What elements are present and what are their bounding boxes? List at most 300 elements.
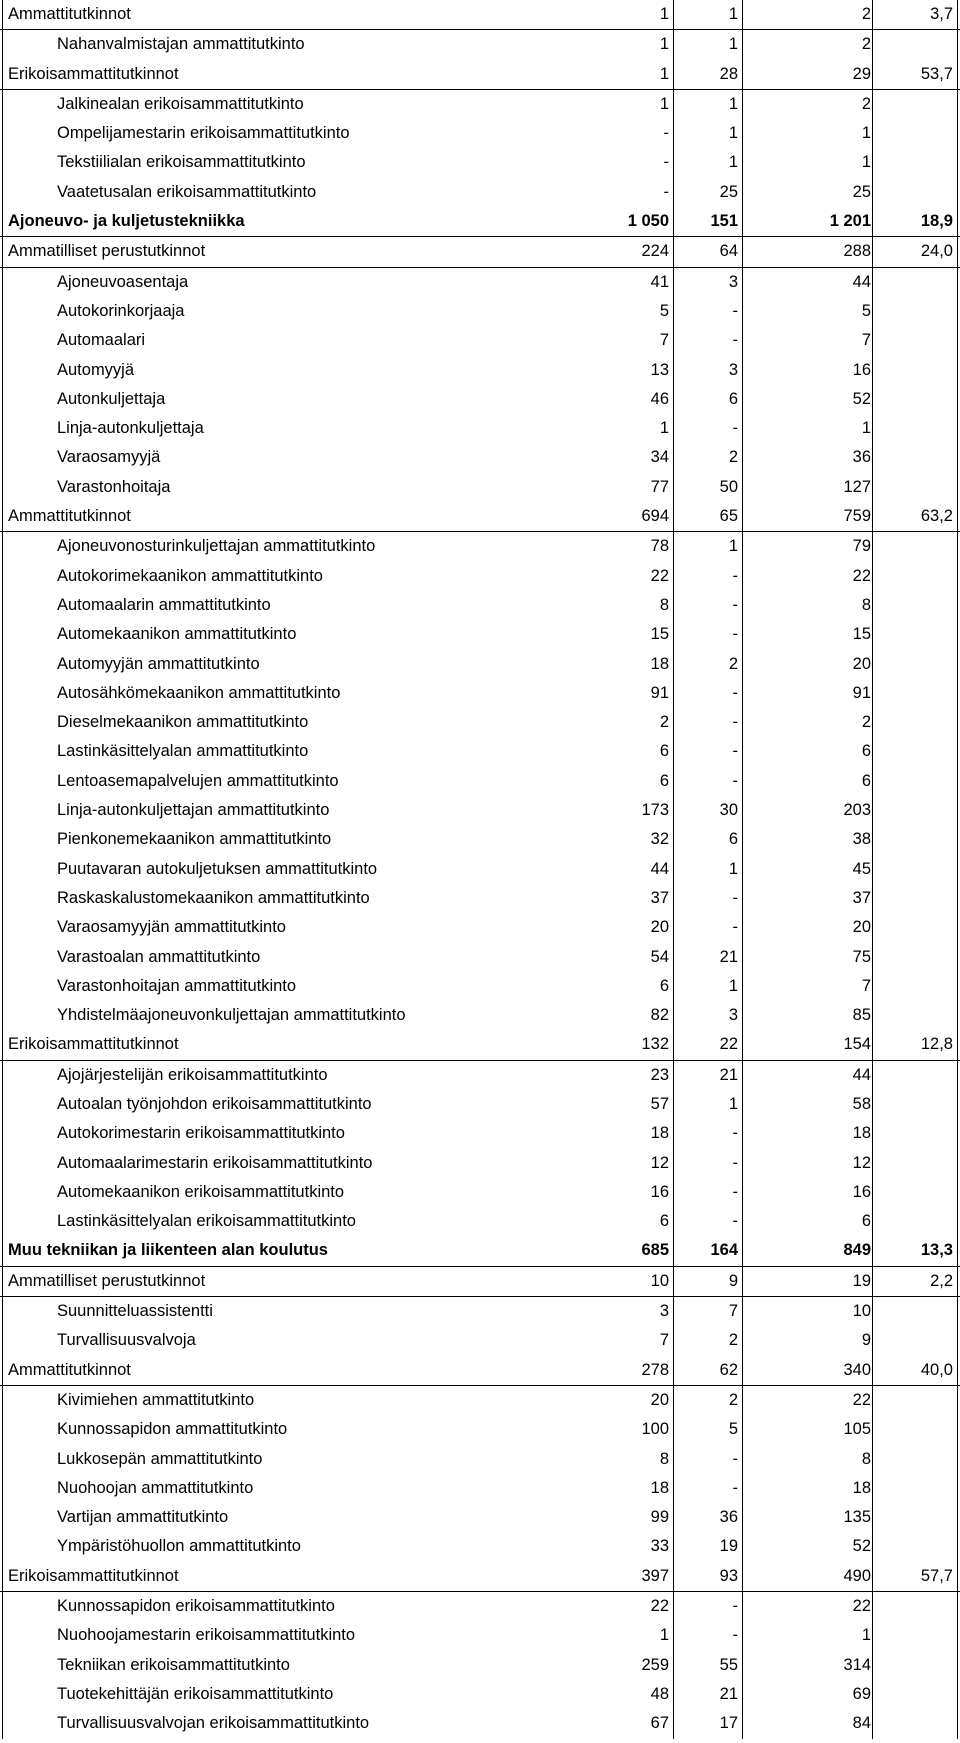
row-label: Ammattitutkinnot <box>8 1360 131 1379</box>
row-label: Automaalarimestarin erikoisammattitutkinto <box>57 1153 373 1172</box>
table-row <box>0 650 960 679</box>
table-row <box>0 1709 960 1738</box>
value-c1: 132 <box>641 1035 669 1054</box>
value-c2: - <box>732 1626 738 1645</box>
value-c1: 37 <box>650 888 669 907</box>
value-c1: 22 <box>650 1597 669 1616</box>
value-c3: 91 <box>852 683 871 702</box>
table-row <box>0 1061 960 1090</box>
value-c3: 85 <box>852 1006 871 1025</box>
row-label: Linja-autonkuljettajan ammattitutkinto <box>57 801 330 820</box>
subtotal-row <box>0 1267 960 1297</box>
table-row <box>0 1621 960 1650</box>
value-c2: - <box>732 419 738 438</box>
value-c2: - <box>732 742 738 761</box>
value-c1: 34 <box>650 448 669 467</box>
value-c3: 849 <box>843 1241 871 1260</box>
value-c3: 69 <box>852 1684 871 1703</box>
row-label: Automekaanikon erikoisammattitutkinto <box>57 1182 345 1201</box>
value-c1: 20 <box>650 918 669 937</box>
value-c1: 224 <box>641 242 669 261</box>
value-c3: 58 <box>852 1094 871 1113</box>
subtotal-row <box>0 1356 960 1386</box>
value-c3: 36 <box>852 448 871 467</box>
table-row <box>0 1297 960 1326</box>
value-c3: 1 201 <box>829 212 871 231</box>
row-label: Autonkuljettaja <box>57 389 166 408</box>
value-c2: 25 <box>719 182 738 201</box>
row-label: Dieselmekaanikon ammattitutkinto <box>57 713 309 732</box>
table-row <box>0 1474 960 1503</box>
row-label: Erikoisammattitutkinnot <box>8 1035 179 1054</box>
row-label: Ajoneuvonosturinkuljettajan ammattitutkinto <box>57 537 376 556</box>
value-c1: 33 <box>650 1537 669 1556</box>
value-c3: 45 <box>852 859 871 878</box>
row-label: Varastonhoitajan ammattitutkinto <box>57 976 297 995</box>
row-label: Vartijan ammattitutkinto <box>57 1508 229 1527</box>
value-c3: 1 <box>861 1626 871 1645</box>
row-label: Lastinkäsittelyalan erikoisammattitutkinto <box>57 1212 356 1231</box>
value-c1: - <box>663 182 669 201</box>
row-label: Automekaanikon ammattitutkinto <box>57 625 297 644</box>
row-label: Kunnossapidon erikoisammattitutkinto <box>57 1597 335 1616</box>
table-row <box>0 1178 960 1207</box>
value-c3: 5 <box>861 301 871 320</box>
category-row <box>0 1236 960 1266</box>
value-c3: 1 <box>861 419 871 438</box>
value-c3: 7 <box>861 331 871 350</box>
value-c1: 1 050 <box>627 212 669 231</box>
row-label: Erikoisammattitutkinnot <box>8 1566 179 1585</box>
value-c4: 3,7 <box>930 5 953 23</box>
table-row <box>0 943 960 972</box>
value-c3: 44 <box>852 272 871 291</box>
value-c1: 78 <box>650 537 669 556</box>
table-row <box>0 825 960 854</box>
row-label: Autokorinkorjaaja <box>57 301 185 320</box>
value-c2: - <box>732 888 738 907</box>
row-label: Lastinkäsittelyalan ammattitutkinto <box>57 742 309 761</box>
table-row <box>0 443 960 472</box>
value-c1: 15 <box>650 625 669 644</box>
value-c1: 1 <box>659 1626 669 1645</box>
value-c1: 5 <box>659 301 669 320</box>
subtotal-row <box>0 60 960 90</box>
subtotal-row <box>0 502 960 532</box>
table-row <box>0 148 960 177</box>
value-c3: 490 <box>843 1566 871 1585</box>
value-c2: 151 <box>710 212 738 231</box>
row-label: Turvallisuusvalvojan erikoisammattitutkinto <box>57 1714 370 1733</box>
row-label: Ammatilliset perustutkinnot <box>8 1271 206 1290</box>
value-c1: - <box>663 124 669 143</box>
value-c1: 18 <box>650 654 669 673</box>
table-row <box>0 1386 960 1415</box>
table-row <box>0 767 960 796</box>
row-label: Nuohoojan ammattitutkinto <box>57 1478 254 1497</box>
row-label: Varaosamyyjän ammattitutkinto <box>57 918 286 937</box>
value-c1: 2 <box>659 713 669 732</box>
value-c1: 22 <box>650 566 669 585</box>
value-c3: 154 <box>843 1035 871 1054</box>
row-label: Linja-autonkuljettaja <box>57 419 204 438</box>
value-c3: 25 <box>852 182 871 201</box>
value-c4: 53,7 <box>920 64 953 83</box>
value-c2: 5 <box>728 1420 738 1439</box>
value-c4: 24,0 <box>920 242 953 261</box>
value-c3: 20 <box>852 918 871 937</box>
category-row <box>0 207 960 237</box>
value-c2: - <box>732 595 738 614</box>
value-c3: 2 <box>861 94 871 113</box>
value-c1: 7 <box>659 331 669 350</box>
value-c3: 1 <box>861 124 871 143</box>
value-c1: 57 <box>650 1094 669 1113</box>
value-c2: 2 <box>728 1390 738 1409</box>
table-row <box>0 119 960 148</box>
value-c1: 41 <box>650 272 669 291</box>
table-row <box>0 356 960 385</box>
row-label: Automaalari <box>57 331 146 350</box>
row-label: Automyyjän ammattitutkinto <box>57 654 260 673</box>
row-label: Ajoneuvo- ja kuljetustekniikka <box>8 212 245 231</box>
value-c3: 10 <box>852 1302 871 1321</box>
value-c3: 105 <box>843 1420 871 1439</box>
table-row <box>0 1090 960 1119</box>
value-c2: - <box>732 1182 738 1201</box>
value-c3: 18 <box>852 1124 871 1143</box>
table-row <box>0 268 960 297</box>
value-c1: 82 <box>650 1006 669 1025</box>
value-c3: 8 <box>861 1449 871 1468</box>
row-label: Jalkinealan erikoisammattitutkinto <box>57 94 304 113</box>
value-c2: 21 <box>719 947 738 966</box>
row-label: Autosähkömekaanikon ammattitutkinto <box>57 683 341 702</box>
value-c1: 67 <box>650 1714 669 1733</box>
row-label: Kunnossapidon ammattitutkinto <box>57 1420 288 1439</box>
row-label: Automyyjä <box>57 360 135 379</box>
value-c2: 17 <box>719 1714 738 1733</box>
value-c1: 16 <box>650 1182 669 1201</box>
value-c3: 127 <box>843 477 871 496</box>
value-c3: 75 <box>852 947 871 966</box>
value-c2: - <box>732 566 738 585</box>
value-c2: - <box>732 1153 738 1172</box>
value-c1: 23 <box>650 1065 669 1084</box>
value-c4: 2,2 <box>930 1271 953 1290</box>
value-c3: 203 <box>843 801 871 820</box>
value-c1: 3 <box>659 1302 669 1321</box>
value-c2: - <box>732 918 738 937</box>
value-c1: 8 <box>659 1449 669 1468</box>
value-c3: 16 <box>852 360 871 379</box>
value-c3: 2 <box>861 5 871 23</box>
row-label: Muu tekniikan ja liikenteen alan koulutus <box>8 1241 328 1260</box>
table-row <box>0 1680 960 1709</box>
value-c3: 340 <box>843 1360 871 1379</box>
value-c2: 1 <box>728 859 738 878</box>
value-c1: 91 <box>650 683 669 702</box>
value-c3: 12 <box>852 1153 871 1172</box>
value-c2: - <box>732 331 738 350</box>
value-c2: 21 <box>719 1065 738 1084</box>
value-c4: 63,2 <box>920 507 953 526</box>
row-label: Yhdistelmäajoneuvonkuljettajan ammattitutkinto <box>57 1006 406 1025</box>
table-row <box>0 855 960 884</box>
subtotal-row <box>0 0 960 30</box>
table-row <box>0 473 960 502</box>
value-c1: 18 <box>650 1478 669 1497</box>
table-row <box>0 884 960 913</box>
value-c3: 6 <box>861 1212 871 1231</box>
value-c2: 28 <box>719 64 738 83</box>
table-row <box>0 737 960 766</box>
value-c2: - <box>732 1478 738 1497</box>
value-c1: - <box>663 153 669 172</box>
subtotal-row <box>0 1030 960 1060</box>
value-c3: 84 <box>852 1714 871 1733</box>
row-label: Varaosamyyjä <box>57 448 161 467</box>
row-label: Varastonhoitaja <box>57 477 171 496</box>
row-label: Autokorimestarin erikoisammattitutkinto <box>57 1124 345 1143</box>
value-c1: 6 <box>659 771 669 790</box>
row-label: Ajoneuvoasentaja <box>57 272 189 291</box>
value-c2: 3 <box>728 1006 738 1025</box>
value-c1: 54 <box>650 947 669 966</box>
table-row <box>0 532 960 561</box>
table-row <box>0 414 960 443</box>
row-label: Ympäristöhuollon ammattitutkinto <box>57 1537 301 1556</box>
table-row <box>0 1415 960 1444</box>
row-label: Suunnitteluassistentti <box>57 1302 213 1321</box>
table-row <box>0 297 960 326</box>
value-c2: - <box>732 301 738 320</box>
table-row <box>0 1532 960 1561</box>
value-c3: 37 <box>852 888 871 907</box>
value-c2: 2 <box>728 1331 738 1350</box>
value-c3: 44 <box>852 1065 871 1084</box>
value-c3: 38 <box>852 830 871 849</box>
value-c1: 46 <box>650 389 669 408</box>
row-label: Lentoasemapalvelujen ammattitutkinto <box>57 771 339 790</box>
value-c3: 2 <box>861 713 871 732</box>
value-c2: 22 <box>719 1035 738 1054</box>
table-row <box>0 30 960 59</box>
row-label: Erikoisammattitutkinnot <box>8 64 179 83</box>
subtotal-row <box>0 1562 960 1592</box>
value-c1: 278 <box>641 1360 669 1379</box>
table-row <box>0 562 960 591</box>
value-c1: 48 <box>650 1684 669 1703</box>
row-label: Raskaskalustomekaanikon ammattitutkinto <box>57 888 370 907</box>
value-c3: 7 <box>861 976 871 995</box>
value-c1: 44 <box>650 859 669 878</box>
value-c2: 65 <box>719 507 738 526</box>
table-row <box>0 385 960 414</box>
row-label: Kivimiehen ammattitutkinto <box>57 1390 255 1409</box>
value-c2: 62 <box>719 1360 738 1379</box>
value-c3: 2 <box>861 35 871 54</box>
value-c2: 9 <box>728 1271 738 1290</box>
row-label: Ammatilliset perustutkinnot <box>8 242 206 261</box>
table-row <box>0 1326 960 1355</box>
value-c1: 77 <box>650 477 669 496</box>
value-c3: 20 <box>852 654 871 673</box>
value-c1: 694 <box>641 507 669 526</box>
value-c2: 6 <box>728 389 738 408</box>
row-label: Ajojärjestelijän erikoisammattitutkinto <box>57 1065 328 1084</box>
table-row <box>0 1001 960 1030</box>
value-c2: 1 <box>728 537 738 556</box>
table-row <box>0 90 960 119</box>
value-c2: - <box>732 683 738 702</box>
value-c2: 1 <box>728 153 738 172</box>
value-c2: 36 <box>719 1508 738 1527</box>
table-row <box>0 913 960 942</box>
table-row <box>0 1119 960 1148</box>
value-c3: 759 <box>843 507 871 526</box>
value-c2: 1 <box>728 35 738 54</box>
value-c2: - <box>732 1449 738 1468</box>
value-c4: 13,3 <box>920 1241 953 1260</box>
value-c1: 1 <box>659 35 669 54</box>
value-c2: - <box>732 1124 738 1143</box>
value-c1: 1 <box>659 94 669 113</box>
value-c4: 18,9 <box>920 212 953 231</box>
value-c1: 99 <box>650 1508 669 1527</box>
table-row <box>0 1207 960 1236</box>
row-label: Ompelijamestarin erikoisammattitutkinto <box>57 124 350 143</box>
value-c2: 1 <box>728 1094 738 1113</box>
value-c1: 6 <box>659 742 669 761</box>
row-label: Tekstiilialan erikoisammattitutkinto <box>57 153 306 172</box>
value-c1: 18 <box>650 1124 669 1143</box>
value-c3: 314 <box>843 1655 871 1674</box>
value-c1: 32 <box>650 830 669 849</box>
value-c3: 6 <box>861 771 871 790</box>
value-c3: 22 <box>852 1597 871 1616</box>
row-label: Tuotekehittäjän erikoisammattitutkinto <box>57 1684 334 1703</box>
value-c2: 21 <box>719 1684 738 1703</box>
table-row <box>0 1503 960 1532</box>
row-label: Automaalarin ammattitutkinto <box>57 595 271 614</box>
value-c1: 1 <box>659 419 669 438</box>
subtotal-row <box>0 237 960 267</box>
value-c2: 3 <box>728 360 738 379</box>
value-c2: 19 <box>719 1537 738 1556</box>
value-c1: 12 <box>650 1153 669 1172</box>
value-c3: 19 <box>852 1271 871 1290</box>
value-c3: 79 <box>852 537 871 556</box>
value-c2: 1 <box>728 124 738 143</box>
row-label: Lukkosepän ammattitutkinto <box>57 1449 263 1468</box>
value-c1: 6 <box>659 976 669 995</box>
value-c2: - <box>732 771 738 790</box>
value-c2: 50 <box>719 477 738 496</box>
value-c1: 397 <box>641 1566 669 1585</box>
row-label: Vaatetusalan erikoisammattitutkinto <box>57 182 317 201</box>
value-c1: 685 <box>641 1241 669 1260</box>
value-c1: 1 <box>659 64 669 83</box>
value-c2: 93 <box>719 1566 738 1585</box>
value-c3: 52 <box>852 389 871 408</box>
table-row <box>0 972 960 1001</box>
row-label: Nahanvalmistajan ammattitutkinto <box>57 35 305 54</box>
value-c2: 64 <box>719 242 738 261</box>
value-c3: 22 <box>852 1390 871 1409</box>
row-label: Varastoalan ammattitutkinto <box>57 947 261 966</box>
value-c1: 100 <box>641 1420 669 1439</box>
table-row <box>0 708 960 737</box>
value-c3: 288 <box>843 242 871 261</box>
value-c2: - <box>732 1212 738 1231</box>
value-c1: 7 <box>659 1331 669 1350</box>
value-c2: 7 <box>728 1302 738 1321</box>
value-c1: 10 <box>650 1271 669 1290</box>
value-c3: 9 <box>861 1331 871 1350</box>
table-row <box>0 1651 960 1680</box>
table-row <box>0 679 960 708</box>
value-c3: 8 <box>861 595 871 614</box>
value-c2: 3 <box>728 272 738 291</box>
value-c2: - <box>732 1597 738 1616</box>
value-c2: 2 <box>728 448 738 467</box>
table-row <box>0 796 960 825</box>
table-row <box>0 178 960 207</box>
table-row <box>0 620 960 649</box>
table-row <box>0 1445 960 1474</box>
value-c3: 18 <box>852 1478 871 1497</box>
value-c4: 12,8 <box>920 1035 953 1054</box>
table-row <box>0 1149 960 1178</box>
value-c3: 29 <box>852 64 871 83</box>
value-c2: 1 <box>728 5 738 23</box>
value-c1: 259 <box>641 1655 669 1674</box>
row-label: Pienkonemekaanikon ammattitutkinto <box>57 830 332 849</box>
value-c2: - <box>732 713 738 732</box>
value-c2: - <box>732 625 738 644</box>
row-label: Puutavaran autokuljetuksen ammattitutkinto <box>57 859 378 878</box>
value-c1: 13 <box>650 360 669 379</box>
row-label: Ammattitutkinnot <box>8 5 131 23</box>
row-label: Autokorimekaanikon ammattitutkinto <box>57 566 323 585</box>
value-c1: 20 <box>650 1390 669 1409</box>
row-label: Turvallisuusvalvoja <box>57 1331 196 1350</box>
row-label: Tekniikan erikoisammattitutkinto <box>57 1655 290 1674</box>
value-c3: 15 <box>852 625 871 644</box>
table-row <box>0 1592 960 1621</box>
value-c3: 6 <box>861 742 871 761</box>
value-c3: 16 <box>852 1182 871 1201</box>
value-c3: 22 <box>852 566 871 585</box>
table-row <box>0 326 960 355</box>
value-c2: 6 <box>728 830 738 849</box>
value-c4: 40,0 <box>920 1360 953 1379</box>
table-row <box>0 591 960 620</box>
value-c4: 57,7 <box>920 1566 953 1585</box>
row-label: Autoalan työnjohdon erikoisammattitutkinto <box>57 1094 372 1113</box>
row-label: Ammattitutkinnot <box>8 507 131 526</box>
value-c3: 135 <box>843 1508 871 1527</box>
value-c1: 1 <box>659 5 669 23</box>
value-c3: 52 <box>852 1537 871 1556</box>
value-c1: 6 <box>659 1212 669 1231</box>
value-c2: 1 <box>728 94 738 113</box>
value-c2: 30 <box>719 801 738 820</box>
value-c3: 1 <box>861 153 871 172</box>
value-c2: 2 <box>728 654 738 673</box>
value-c2: 164 <box>710 1241 738 1260</box>
